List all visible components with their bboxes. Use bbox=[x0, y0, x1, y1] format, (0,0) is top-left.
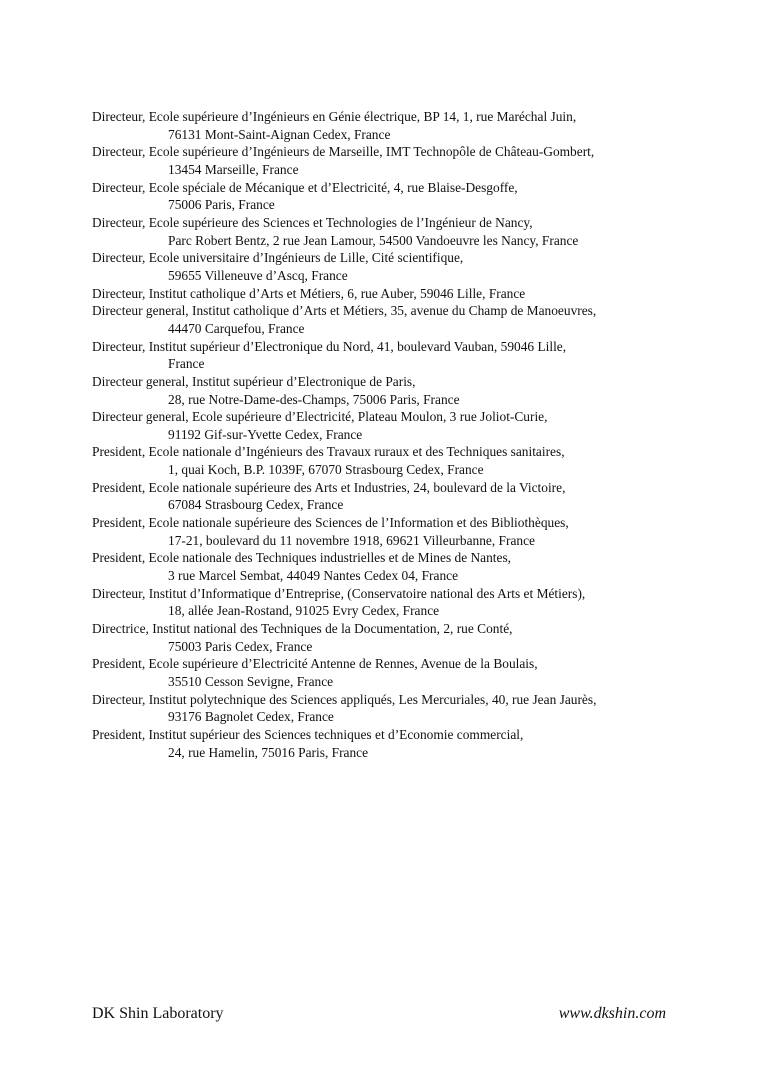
footer-website-url: www.dkshin.com bbox=[558, 1005, 666, 1022]
address-entry bbox=[92, 726, 732, 761]
entry-title-line: Directeur general, Institut catholique d’Arts et Métiers, 35, avenue du Champ de Manoeuvres, bbox=[92, 303, 597, 319]
entry-address-line: 3 rue Marcel Sembat, 44049 Nantes Cedex 04, France bbox=[168, 568, 459, 584]
address-entry bbox=[92, 302, 732, 337]
entry-title-line: Directeur general, Ecole supérieure d’Electricité, Plateau Moulon, 3 rue Joliot-Curie, bbox=[92, 409, 548, 425]
address-entry bbox=[92, 338, 732, 373]
entry-address-line: 67084 Strasbourg Cedex, France bbox=[168, 497, 344, 513]
entry-address-line: 28, rue Notre-Dame-des-Champs, 75006 Paris, France bbox=[168, 391, 460, 407]
entry-address-line: 24, rue Hamelin, 75016 Paris, France bbox=[168, 744, 369, 760]
entry-title-line: Directeur, Institut catholique d’Arts et Métiers, 6, rue Auber, 59046 Lille, France bbox=[92, 285, 526, 301]
address-entry bbox=[92, 408, 732, 443]
address-entry bbox=[92, 691, 732, 726]
entry-title-line: President, Ecole supérieure d’Electricité Antenne de Rennes, Avenue de la Boulais, bbox=[92, 656, 538, 672]
address-list bbox=[92, 108, 732, 761]
address-entry bbox=[92, 443, 732, 478]
entry-address-line: 91192 Gif-sur-Yvette Cedex, France bbox=[168, 426, 363, 442]
entry-title-line: President, Ecole nationale supérieure des Sciences de l’Information et des Bibliothèques, bbox=[92, 515, 569, 531]
entry-address-line: 59655 Villeneuve d’Ascq, France bbox=[168, 267, 348, 283]
address-entry bbox=[92, 620, 732, 655]
address-entry bbox=[92, 479, 732, 514]
entry-address-line: 17-21, boulevard du 11 novembre 1918, 69621 Villeurbanne, France bbox=[168, 532, 535, 548]
entry-address-line: Parc Robert Bentz, 2 rue Jean Lamour, 54500 Vandoeuvre les Nancy, France bbox=[168, 232, 579, 248]
address-entry bbox=[92, 143, 732, 178]
entry-address-line: 75006 Paris, France bbox=[168, 197, 275, 213]
address-entry bbox=[92, 108, 732, 143]
address-entry bbox=[92, 514, 732, 549]
entry-title-line: Directeur, Ecole universitaire d’Ingénieurs de Lille, Cité scientifique, bbox=[92, 250, 464, 266]
address-entry bbox=[92, 655, 732, 690]
address-entry bbox=[92, 285, 732, 303]
address-entry bbox=[92, 249, 732, 284]
entry-title-line: Directeur, Ecole supérieure des Sciences et Technologies de l’Ingénieur de Nancy, bbox=[92, 214, 533, 230]
entry-address-line: 1, quai Koch, B.P. 1039F, 67070 Strasbourg Cedex, France bbox=[168, 462, 484, 478]
entry-title-line: President, Ecole nationale des Techniques industrielles et de Mines de Nantes, bbox=[92, 550, 512, 566]
entry-address-line: 18, allée Jean-Rostand, 91025 Evry Cedex, France bbox=[168, 603, 440, 619]
footer-lab-name: DK Shin Laboratory bbox=[92, 1005, 224, 1022]
entry-address-line: 93176 Bagnolet Cedex, France bbox=[168, 709, 334, 725]
entry-address-line: 76131 Mont-Saint-Aignan Cedex, France bbox=[168, 126, 391, 142]
entry-title-line: Directeur, Ecole spéciale de Mécanique et d’Electricité, 4, rue Blaise-Desgoffe, bbox=[92, 179, 518, 195]
entry-title-line: Directeur, Ecole supérieure d’Ingénieurs de Marseille, IMT Technopôle de Château-Gombert, bbox=[92, 144, 595, 160]
entry-title-line: President, Ecole nationale supérieure des Arts et Industries, 24, boulevard de la Victoire, bbox=[92, 479, 566, 495]
entry-address-line: 13454 Marseille, France bbox=[168, 161, 299, 177]
address-entry bbox=[92, 179, 732, 214]
address-entry bbox=[92, 585, 732, 620]
address-entry bbox=[92, 214, 732, 249]
entry-title-line: Directeur, Institut supérieur d’Electronique du Nord, 41, boulevard Vauban, 59046 Lille, bbox=[92, 338, 567, 354]
entry-address-line: 75003 Paris Cedex, France bbox=[168, 638, 313, 654]
entry-title-line: Directeur general, Institut supérieur d’Electronique de Paris, bbox=[92, 373, 416, 389]
address-entry bbox=[92, 549, 732, 584]
entry-title-line: President, Ecole nationale d’Ingénieurs des Travaux ruraux et des Techniques sanitaires, bbox=[92, 444, 565, 460]
entry-title-line: Directeur, Ecole supérieure d’Ingénieurs en Génie électrique, BP 14, 1, rue Maréchal Juin, bbox=[92, 109, 577, 124]
entry-title-line: Directeur, Institut d’Informatique d’Entreprise, (Conservatoire national des Arts et Métiers), bbox=[92, 585, 586, 601]
entry-title-line: Directeur, Institut polytechnique des Sciences appliqués, Les Mercuriales, 40, rue Jean Jaurès, bbox=[92, 691, 597, 707]
entry-title-line: President, Institut supérieur des Sciences techniques et d’Economie commercial, bbox=[92, 726, 524, 742]
entry-title-line: Directrice, Institut national des Techniques de la Documentation, 2, rue Conté, bbox=[92, 621, 513, 637]
address-entry bbox=[92, 373, 732, 408]
entry-address-line: 44470 Carquefou, France bbox=[168, 320, 305, 336]
entry-address-line: 35510 Cesson Sevigne, France bbox=[168, 674, 334, 689]
entry-address-line: France bbox=[168, 356, 205, 372]
